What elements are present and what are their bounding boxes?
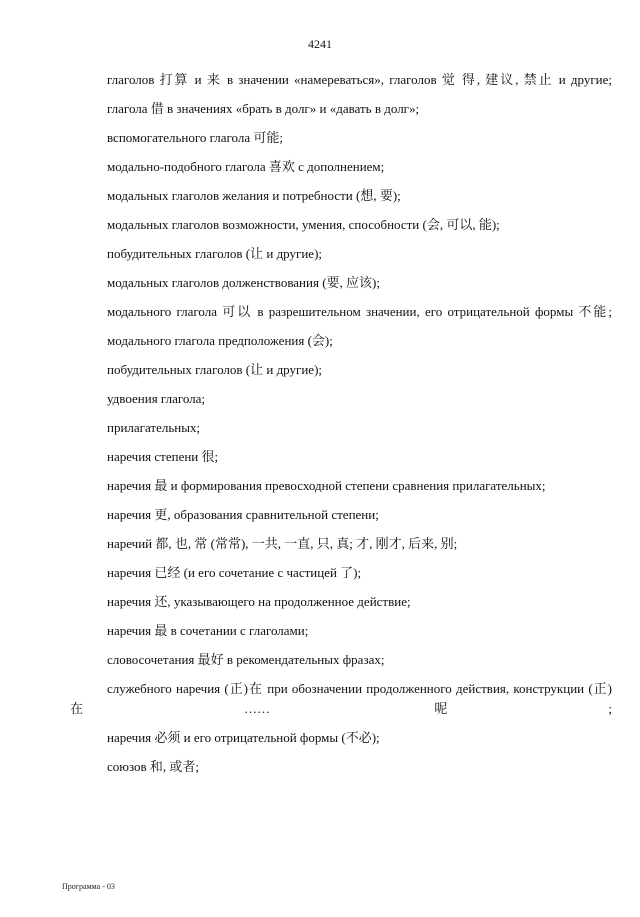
list-item: прилагательных; (107, 420, 201, 435)
list-item: наречия 更, образования сравнительной степени; (107, 507, 379, 522)
list-item: словосочетания 最好 в рекомендательных фразах; (107, 652, 385, 667)
list-item: модальных глаголов желания и потребности (想, 要); (107, 188, 401, 203)
list-item: наречия 已经 (и его сочетание с частицей 了); (107, 565, 362, 580)
list-item: побудительных глаголов (让 и другие); (107, 362, 323, 377)
footer-label: Программа - 03 (62, 882, 115, 891)
list-item: глагола 借 в значениях «брать в долг» и «давать в долг»; (107, 101, 420, 116)
list-item: модальных глаголов возможности, умения, способности (会, 可以, 能); (107, 217, 500, 232)
list-item: глаголов 打算 и 来 в значении «намереваться», глаголов 觉 得, 建议, 禁止 и другие; (107, 72, 612, 87)
list-item: служебного наречия (正)在 при обозначении продолженного действия, конструкции (正)在…… 呢; (70, 681, 612, 716)
list-item: побудительных глаголов (让 и другие); (107, 246, 323, 261)
list-item: модально-подобного глагола 喜欢 с дополнением; (107, 159, 385, 174)
list-item: наречия 还, указывающего на продолженное действие; (107, 594, 411, 609)
list-item: модального глагола 可以 в разрешительном значении, его отрицательной формы 不能; (107, 304, 612, 319)
list-item: вспомогательного глагола 可能; (107, 130, 284, 145)
list-item: модального глагола предположения (会); (107, 333, 333, 348)
page-number: 4241 (308, 37, 332, 51)
list-item: наречия степени 很; (107, 449, 219, 464)
list-item: наречия 最 в сочетании с глаголами; (107, 623, 309, 638)
list-item: удвоения глагола; (107, 391, 206, 406)
list-item: союзов 和, 或者; (107, 759, 200, 774)
document-body (70, 70, 612, 786)
list-item: наречия 必须 и его отрицательной формы (不必); (107, 730, 380, 745)
list-item: модальных глаголов долженствования (要, 应该); (107, 275, 380, 290)
list-item: наречий 都, 也, 常 (常常), 一共, 一直, 只, 真; 才, 刚才, 后来, 别; (107, 536, 458, 551)
list-item: наречия 最 и формирования превосходной степени сравнения прилагательных; (107, 478, 546, 493)
